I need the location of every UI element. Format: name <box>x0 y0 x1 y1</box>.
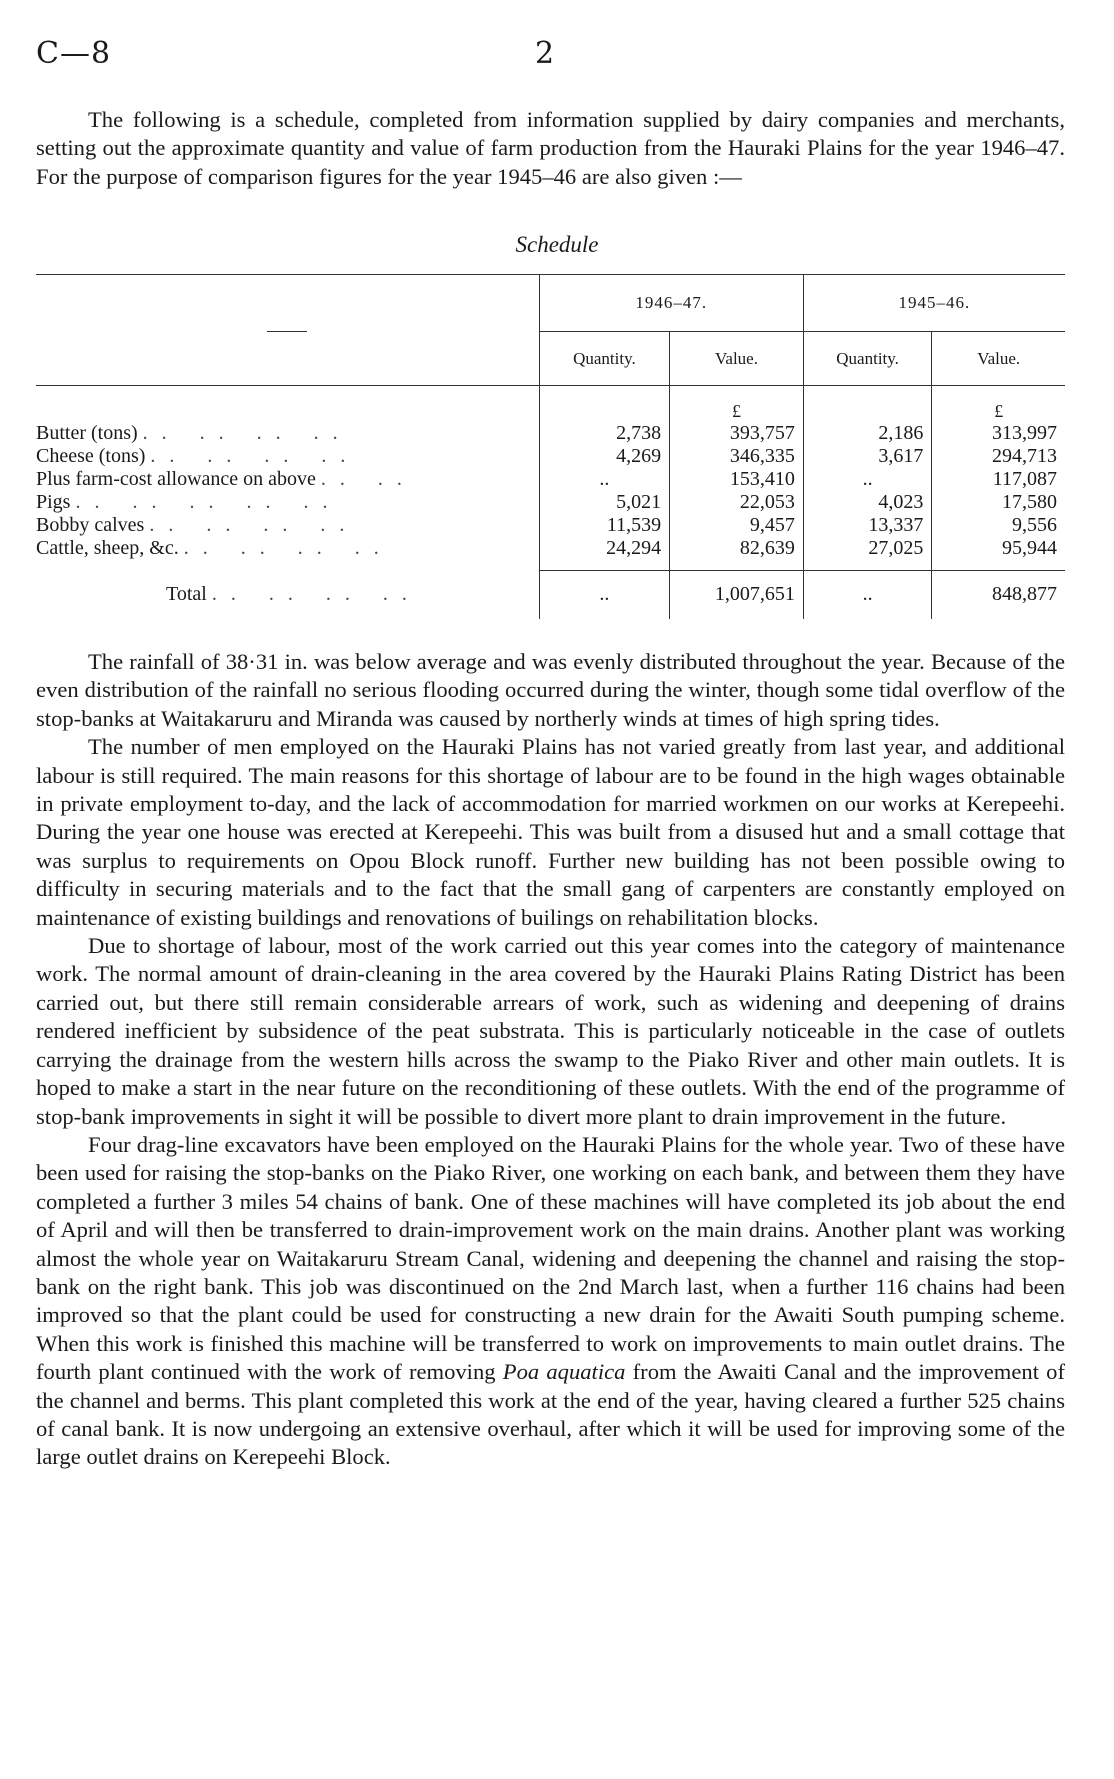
leader-dots: .. .. .. .. <box>211 582 421 605</box>
year-header-row <box>36 275 1065 332</box>
q1-cell: 4,269 <box>539 445 670 468</box>
year2-header: 1945–46. <box>803 275 1065 332</box>
q2-cell: .. <box>803 468 932 491</box>
leader-dots: .. .. <box>320 468 416 490</box>
v2-cell: 17,580 <box>932 491 1065 514</box>
row-label: Plus farm-cost allowance on above <box>36 468 316 490</box>
species-name: Poa aquatica <box>502 1359 626 1385</box>
paragraph-excavators <box>36 1131 1065 1472</box>
v2-cell: 95,944 <box>932 537 1065 560</box>
row-label: Butter (tons) <box>36 422 138 444</box>
v1-cell: 346,335 <box>670 445 804 468</box>
q2-cell: 2,186 <box>803 422 932 445</box>
currency-row <box>36 386 1065 423</box>
body-text <box>36 648 1065 1472</box>
q1-cell: 11,539 <box>539 514 670 537</box>
schedule-table <box>36 274 1065 619</box>
leader-dots: .. .. .. .. <box>150 445 360 467</box>
q2-cell: 13,337 <box>803 514 932 537</box>
table-row <box>36 537 1065 560</box>
header-dash <box>267 331 307 332</box>
table-row <box>36 491 1065 514</box>
row-label: Bobby calves <box>36 514 145 536</box>
q2-cell: 27,025 <box>803 537 932 560</box>
q1-cell: 24,294 <box>539 537 670 560</box>
blank-header-cell <box>36 275 539 386</box>
total-v2: 848,877 <box>932 570 1065 619</box>
series-code: C—8 <box>36 36 112 71</box>
v1-cell: 82,639 <box>670 537 804 560</box>
table-row <box>36 422 1065 445</box>
v2-cell: 294,713 <box>932 445 1065 468</box>
leader-dots: .. .. .. .. <box>149 514 359 536</box>
intro-text <box>36 106 1065 191</box>
v2-cell: 313,997 <box>932 422 1065 445</box>
currency-symbol-2: £ <box>932 386 1065 423</box>
paragraph-maintenance: Due to shortage of labour, most of the work carried out this year comes into the category of maintenance work. The normal amount of drain-cleaning in the area covered by the Hauraki Plains Rating District has been carried out, but there still remain considerable arrears of work, such as widening and deepening of drains rendered inefficient by subsidence of the peat substrata. This is particularly noticeable in the case of outlets carrying the drainage from the western hills across the swamp to the Piako River and other main outlets. It is hoped to make a start in the near future on the reconditioning of these outlets. With the end of the programme of stop-bank improvements in sight it will be possible to divert more plant to drain improvement in the future. <box>36 933 1065 1129</box>
row-label: Cheese (tons) <box>36 445 146 467</box>
paragraph-rainfall: The rainfall of 38·31 in. was below average and was evenly distributed throughout the year. Because of the even distribution of the rainfall no serious flooding occurred during the winter, though some tidal overflow of the stop-banks at Waitakaruru and Miranda was caused by northerly winds at times of high spring tides. <box>36 649 1065 731</box>
v1-cell: 153,410 <box>670 468 804 491</box>
q2-cell: 3,617 <box>803 445 932 468</box>
total-v1: 1,007,651 <box>670 570 804 619</box>
paragraph-labour: The number of men employed on the Hauraki Plains has not varied greatly from last year, and additional labour is still required. The main reasons for this shortage of labour are to be found in the high wages obtainable in private employment to-day, and the lack of accommodation for married workmen on our works at Kerepeehi. During the year one house was erected at Kerepeehi. This was built from a disused hut and a small cottage that was surplus to requirements on Opou Block runoff. Further new building has not been possible owing to difficulty in securing materials and to the fact that the small gang of carpenters are constantly employed on maintenance of existing buildings and renovations of builings on rehabilitation blocks. <box>36 734 1065 930</box>
spacer-row <box>36 560 1065 570</box>
v2-cell: 9,556 <box>932 514 1065 537</box>
table-row <box>36 445 1065 468</box>
v1-cell: 393,757 <box>670 422 804 445</box>
q1-cell: .. <box>539 468 670 491</box>
row-label: Pigs <box>36 491 71 513</box>
quantity-header-1: Quantity. <box>539 332 670 386</box>
table-row <box>36 468 1065 491</box>
leader-dots: .. .. .. .. <box>142 422 352 444</box>
total-q1: .. <box>539 570 670 619</box>
total-row <box>36 570 1065 619</box>
quantity-header-2: Quantity. <box>803 332 932 386</box>
currency-symbol-1: £ <box>670 386 804 423</box>
leader-dots: .. .. .. .. <box>183 537 393 559</box>
q1-cell: 2,738 <box>539 422 670 445</box>
intro-paragraph: The following is a schedule, completed from information supplied by dairy companies and merchants, setting out the approximate quantity and value of farm production from the Hauraki Plains for the year 1946–47. For the purpose of comparison figures for the year 1945–46 are also given :— <box>36 107 1065 189</box>
total-q2: .. <box>803 570 932 619</box>
value-header-2: Value. <box>932 332 1065 386</box>
v2-cell: 117,087 <box>932 468 1065 491</box>
page-number: 2 <box>535 36 555 71</box>
value-header-1: Value. <box>670 332 804 386</box>
paragraph-excavators-part1: Four drag-line excavators have been employed on the Hauraki Plains for the whole year. Two of these have been used for raising the stop-banks on the Piako River, one working on each bank, and between them they have completed a further 3 miles 54 chains of bank. One of these machines will have completed its job about the end of April and will then be transferred to drain-improvement work on the main drains. Another plant was working almost the whole year on Waitakaruru Stream Canal, widening and deepening the channel and raising the stop-bank on the right bank. This job was discontinued on the 2nd March last, when a further 116 chains had been improved so that the plant could be used for constructing a new drain for the Awaiti South pumping scheme. When this work is finished this machine will be transferred to work on improvements to main outlet drains. The fourth plant continued with the work of removing <box>36 1131 1065 1385</box>
row-label: Cattle, sheep, &c. <box>36 537 179 559</box>
table-row <box>36 514 1065 537</box>
year1-header: 1946–47. <box>539 275 803 332</box>
v1-cell: 22,053 <box>670 491 804 514</box>
schedule-title: Schedule <box>515 232 599 257</box>
q2-cell: 4,023 <box>803 491 932 514</box>
v1-cell: 9,457 <box>670 514 804 537</box>
paragraph-excavators-part2: from the Awaiti Canal and the improvement of the channel and berms. This plant completed this work at the end of the year, having cleared a further 525 chains of canal bank. It is now undergoing an extensive overhaul, after which it will be used for improving some of the large outlet drains on Kerepeehi Block. <box>36 1359 1065 1470</box>
total-label: Total <box>166 582 207 605</box>
q1-cell: 5,021 <box>539 491 670 514</box>
leader-dots: .. .. .. .. .. <box>75 491 342 513</box>
